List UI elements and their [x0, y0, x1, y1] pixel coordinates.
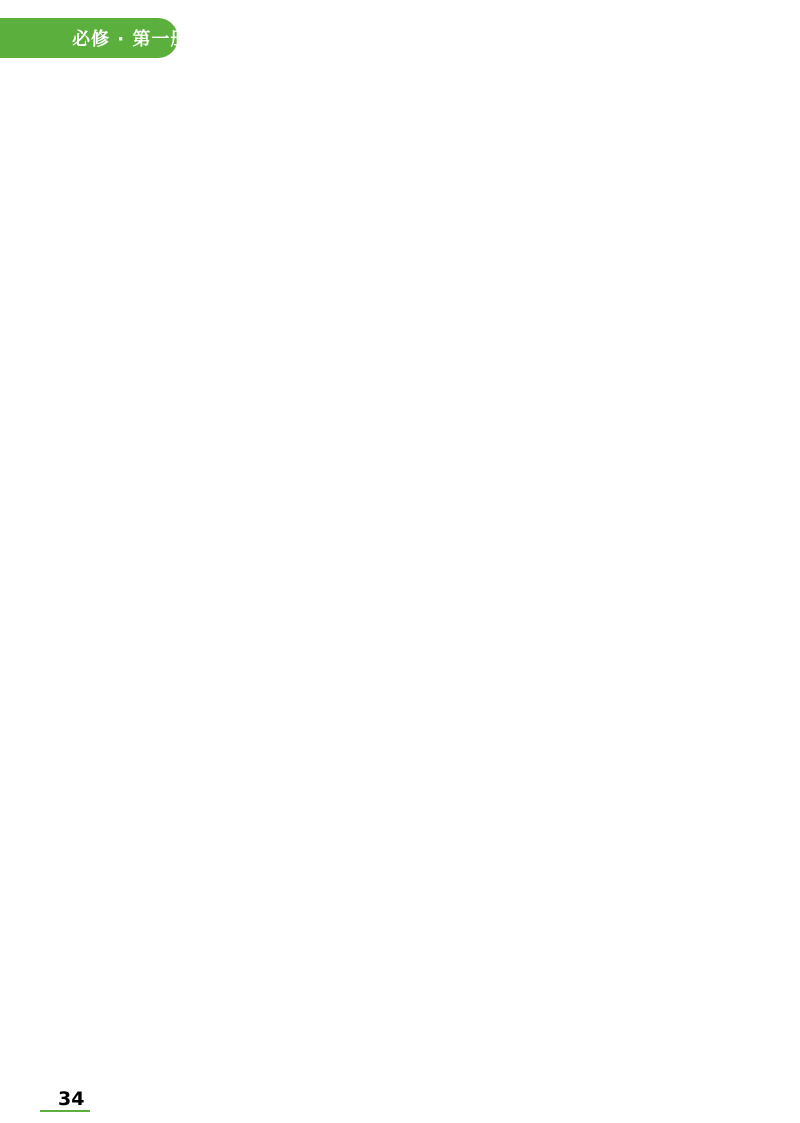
page-number-rule [40, 1110, 90, 1112]
page-number: 34 [58, 1088, 85, 1110]
header-title: 必修 · 第一册 [72, 29, 190, 50]
header-tab [0, 18, 190, 58]
